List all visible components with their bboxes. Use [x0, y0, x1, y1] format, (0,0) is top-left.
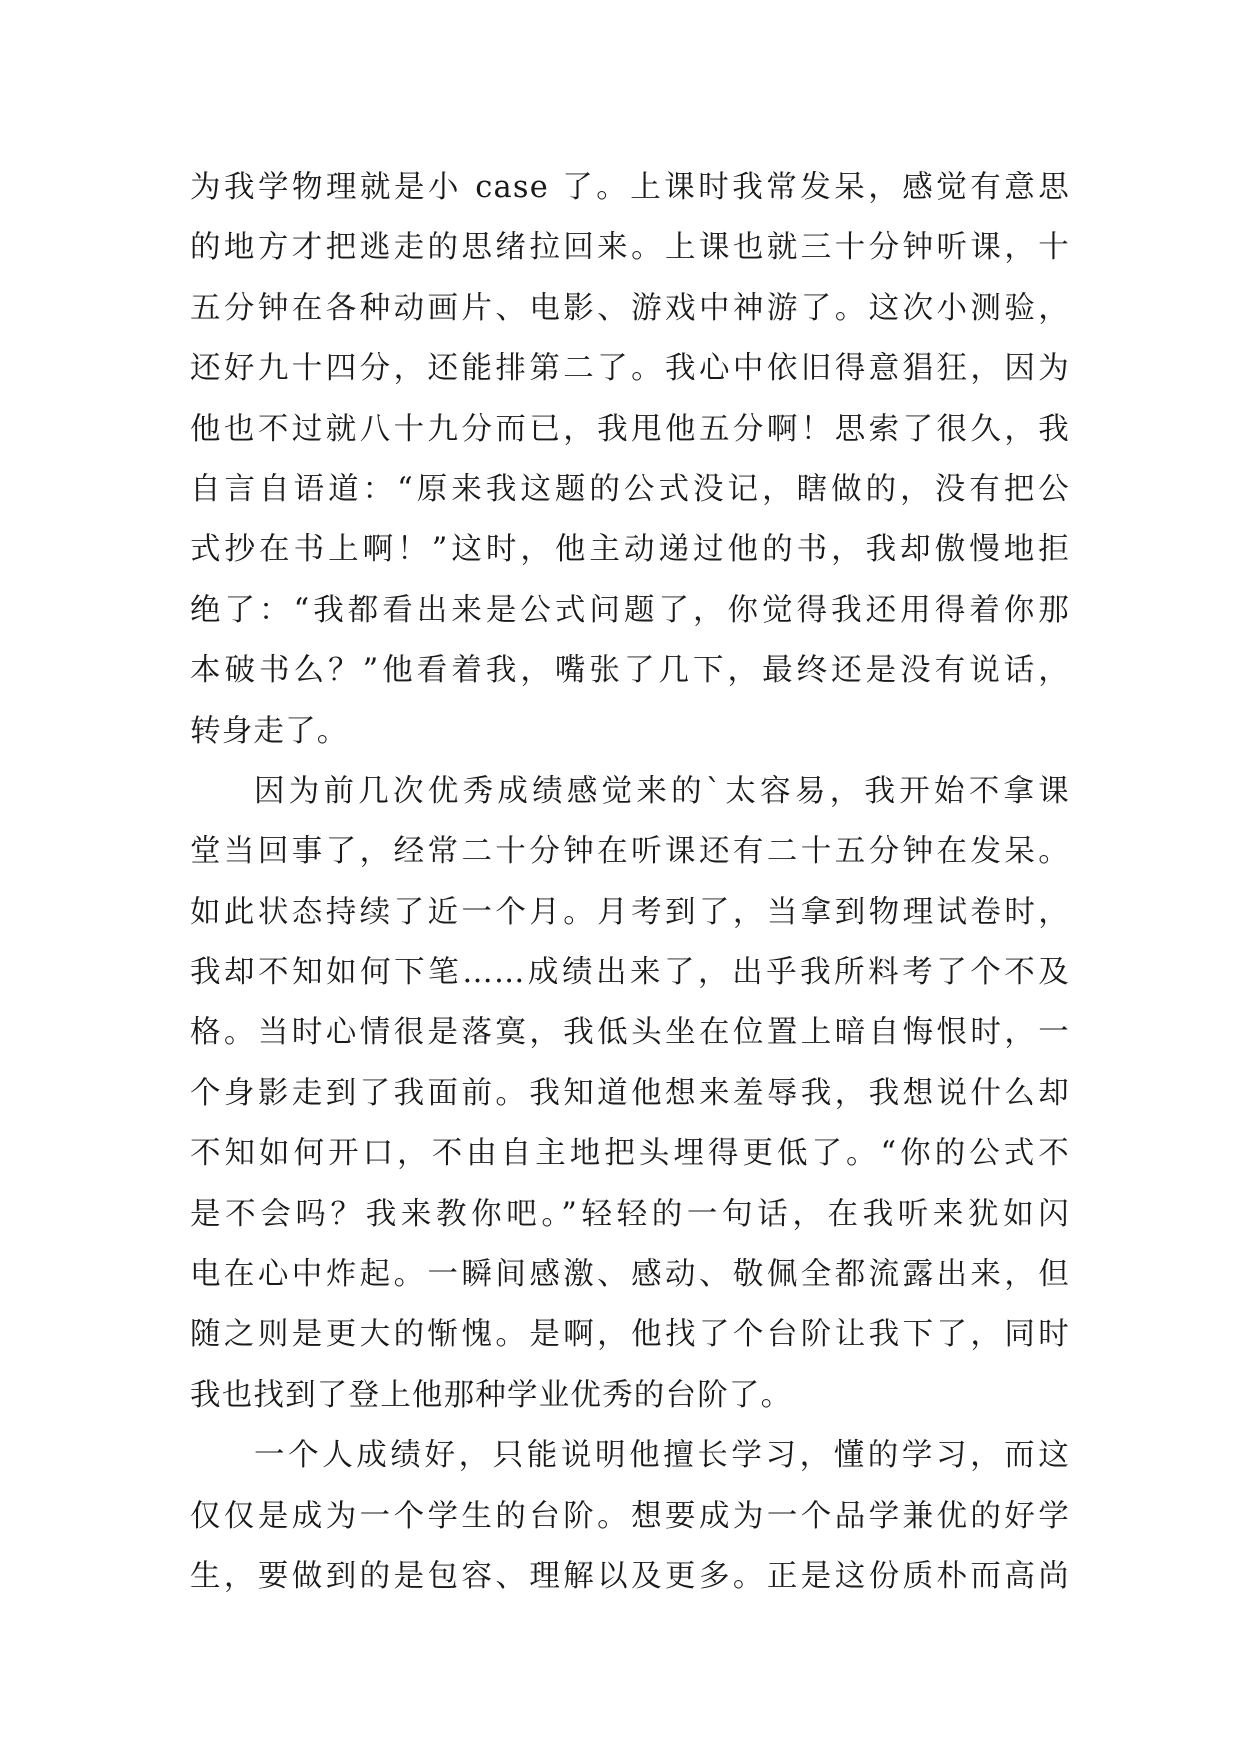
document-text-line: 格。当时心情很是落寞，我低头坐在位置上暗自悔恨时，一: [190, 1015, 1070, 1051]
document-text-line: 他也不过就八十九分而已，我甩他五分啊！思索了很久，我: [190, 411, 1070, 447]
document-text-line: 的地方才把逃走的思绪拉回来。上课也就三十分钟听课，十: [190, 230, 1070, 266]
document-text-line: 个身影走到了我面前。我知道他想来羞辱我，我想说什么却: [190, 1075, 1070, 1111]
document-text-line: 转身走了。: [190, 713, 349, 749]
document-text-line: 五分钟在各种动画片、电影、游戏中神游了。这次小测验，: [190, 290, 1070, 326]
document-text-line: 是不会吗？我来教你吧。”轻轻的一句话，在我听来犹如闪: [190, 1196, 1070, 1232]
document-text-line: 自言自语道：“原来我这题的公式没记，瞎做的，没有把公: [190, 471, 1070, 507]
document-text-line: 电在心中炸起。一瞬间感激、感动、敬佩全都流露出来，但: [190, 1257, 1070, 1293]
document-body-text: [190, 158, 1070, 1607]
document-text-line: 如此状态持续了近一个月。月考到了，当拿到物理试卷时，: [190, 894, 1070, 930]
document-text-line: 不知如何开口，不由自主地把头埋得更低了。“你的公式不: [190, 1136, 1070, 1172]
document-text-line: 绝了：“我都看出来是公式问题了，你觉得我还用得着你那: [190, 592, 1070, 628]
document-text-line: 因为前几次优秀成绩感觉来的`太容易，我开始不拿课: [254, 773, 1070, 809]
document-text-line: 为我学物理就是小 case 了。上课时我常发呆，感觉有意思: [190, 170, 1070, 205]
document-text-line: 式抄在书上啊！”这时，他主动递过他的书，我却傲慢地拒: [190, 532, 1070, 568]
document-text-line: 生，要做到的是包容、理解以及更多。正是这份质朴而高尚: [190, 1558, 1070, 1594]
document-text-line: 随之则是更大的惭愧。是啊，他找了个台阶让我下了，同时: [190, 1317, 1070, 1353]
document-text-line: 仅仅是成为一个学生的台阶。想要成为一个品学兼优的好学: [190, 1498, 1070, 1534]
document-text-line: 我却不知如何下笔……成绩出来了，出乎我所料考了个不及: [190, 955, 1070, 991]
document-text-line: 一个人成绩好，只能说明他擅长学习，懂的学习，而这: [254, 1438, 1070, 1474]
document-text-line: 本破书么？”他看着我，嘴张了几下，最终还是没有说话，: [190, 653, 1070, 689]
document-text-line: 还好九十四分，还能排第二了。我心中依旧得意猖狂，因为: [190, 351, 1070, 387]
document-text-line: 堂当回事了，经常二十分钟在听课还有二十五分钟在发呆。: [190, 834, 1070, 870]
document-text-line: 我也找到了登上他那种学业优秀的台阶了。: [190, 1377, 793, 1413]
